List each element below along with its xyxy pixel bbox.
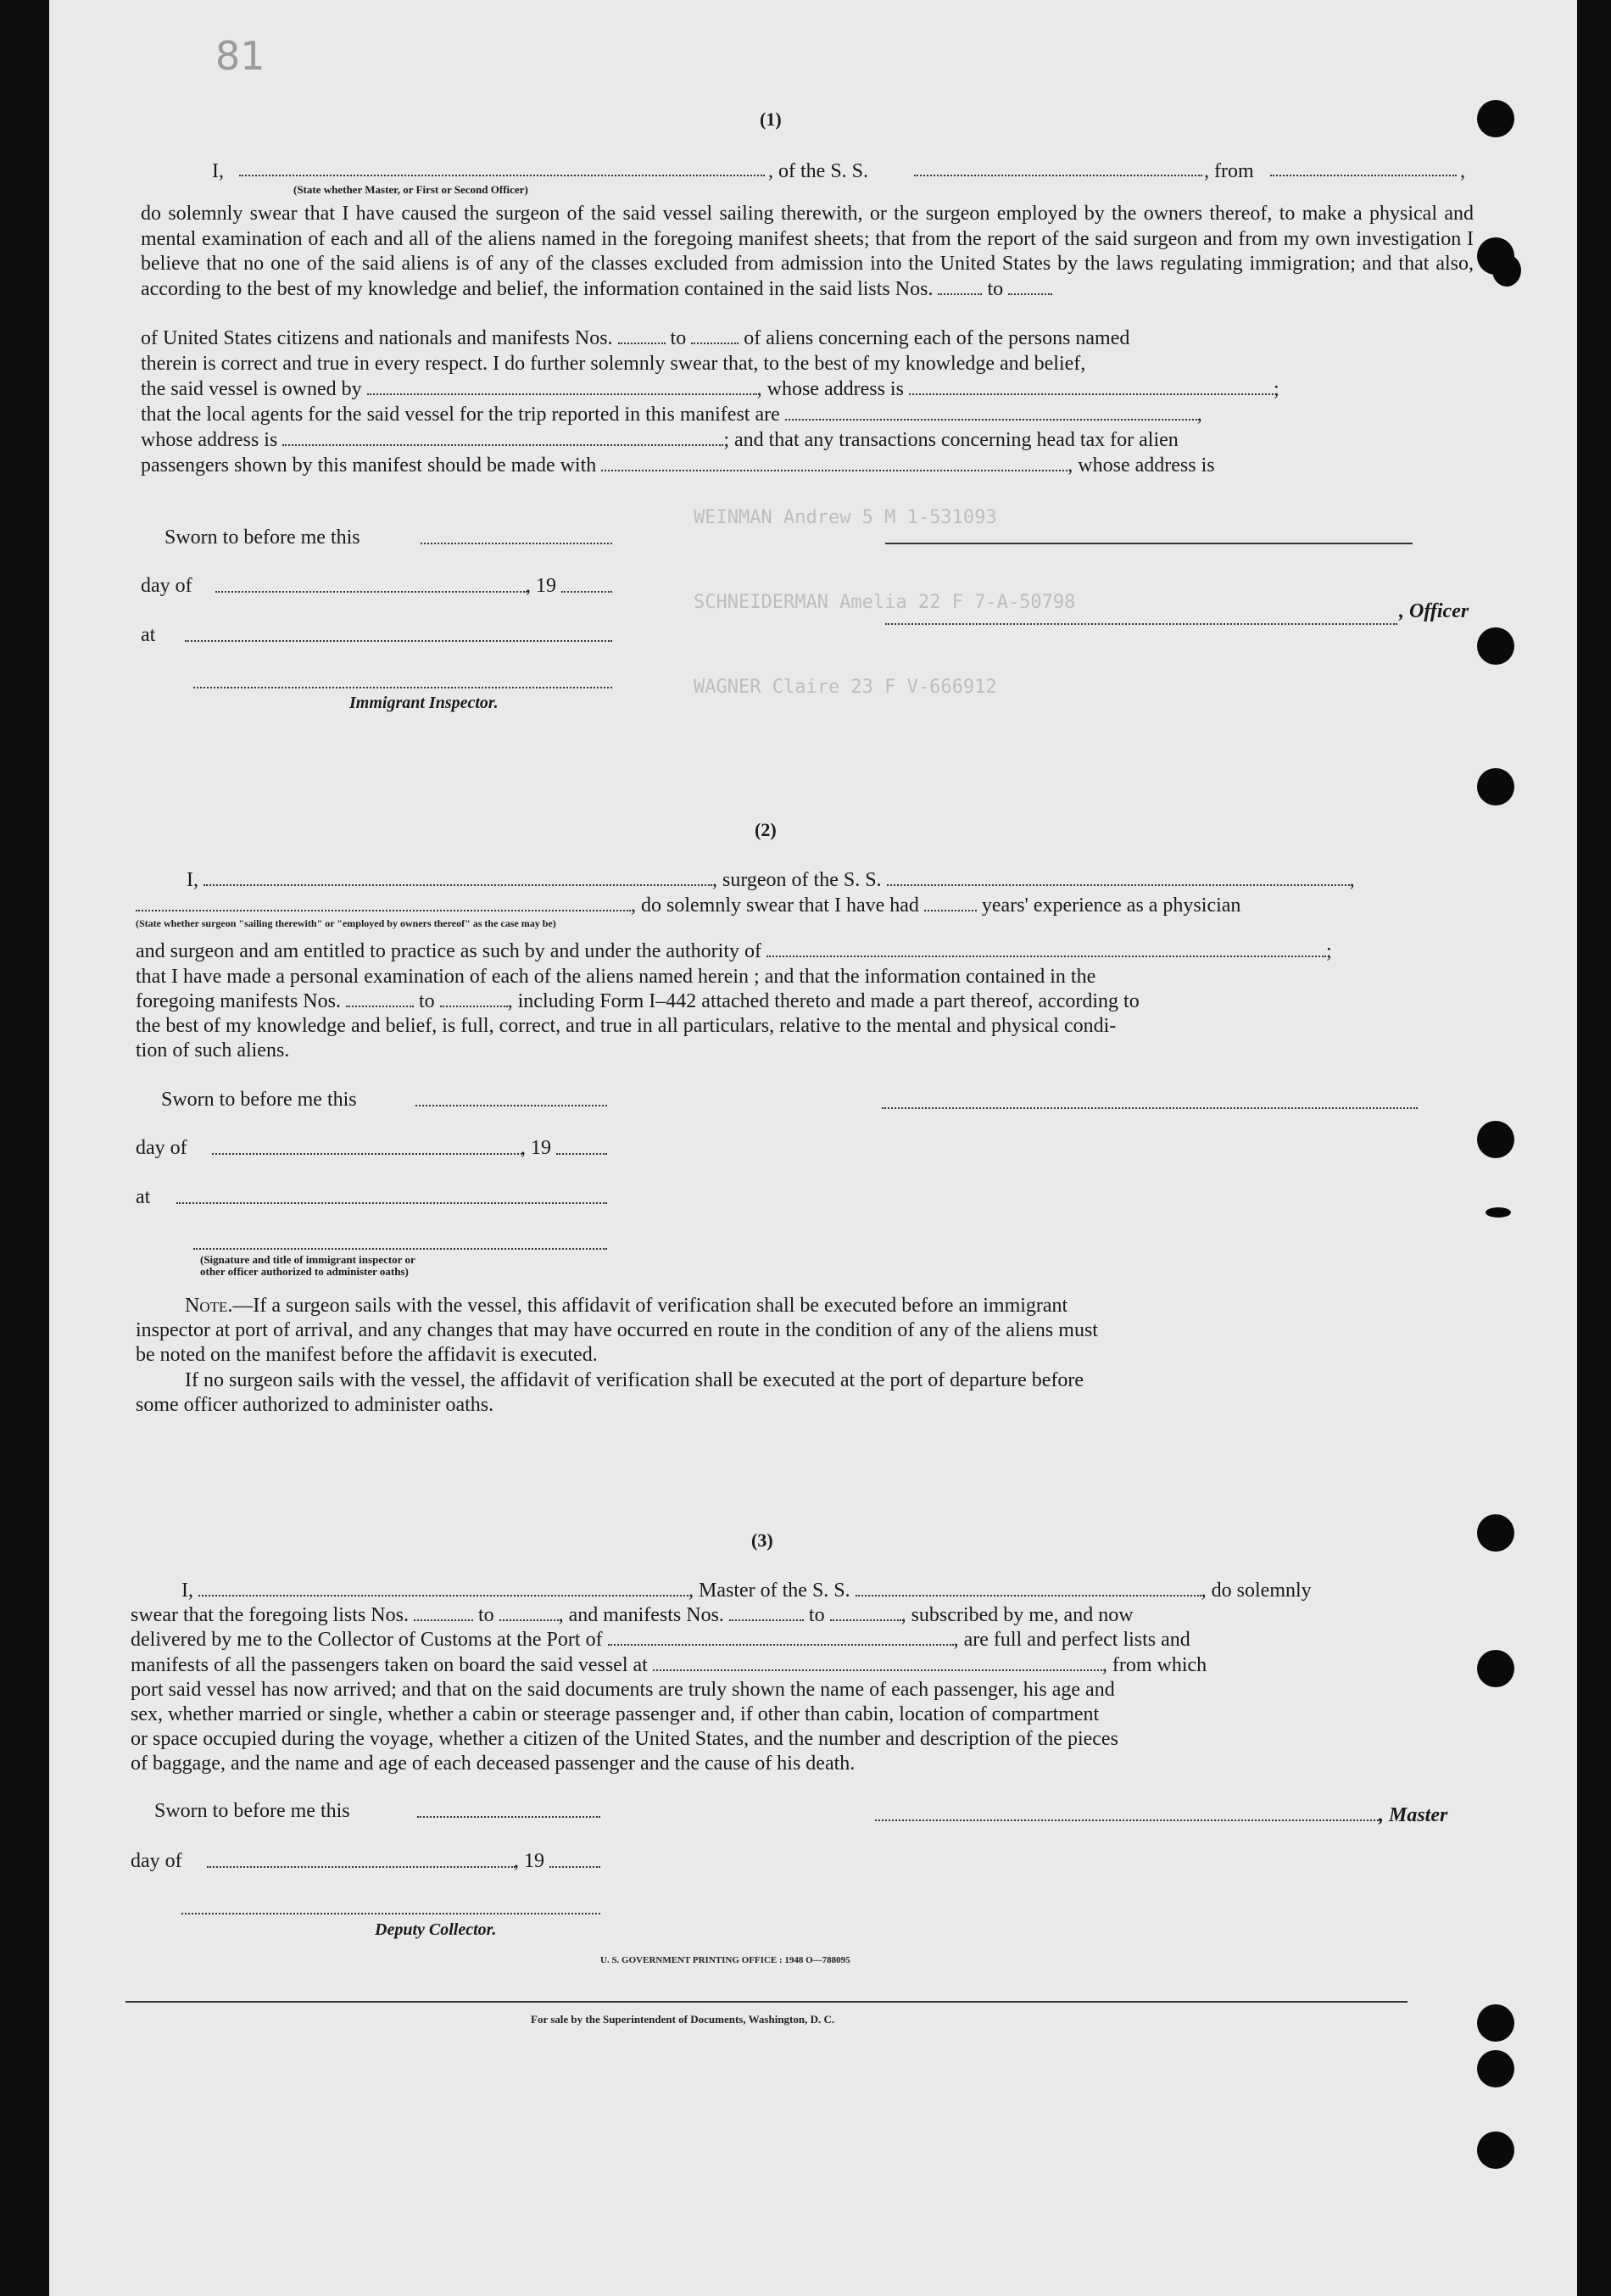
s2-note-line4: If no surgeon sails with the vessel, the affidavit of verification shall be executed at the port of departure before xyxy=(185,1369,1084,1391)
binder-hole xyxy=(1477,768,1514,805)
section-3-number: (3) xyxy=(751,1530,773,1551)
s1-officer-line[interactable] xyxy=(885,623,1397,625)
s3-master-signature-field[interactable] xyxy=(875,1820,1379,1821)
s3-year-field[interactable] xyxy=(549,1866,600,1868)
s1-i: I, xyxy=(212,160,224,182)
s2-line3: and surgeon and am entitled to practice as such by and under the authority of ; xyxy=(136,940,1332,962)
s3-line6: sex, whether married or single, whether a cabin or steerage passenger and, if other than cabin, location of compartment xyxy=(131,1703,1100,1725)
s1-comma: , xyxy=(1460,160,1465,182)
s1-at: at xyxy=(141,624,156,646)
s3-line3: delivered by me to the Collector of Customs at the Port of , are full and perfect lists and xyxy=(131,1629,1190,1651)
s3-day-of: day of xyxy=(131,1850,182,1872)
s3-master-label: , Master xyxy=(1379,1804,1448,1826)
binder-hole xyxy=(1477,2004,1514,2042)
s2-note-line2: inspector at port of arrival, and any changes that may have occurred en route in the condition of any of the aliens must xyxy=(136,1319,1098,1341)
s2-line1: I, , surgeon of the S. S. , xyxy=(187,869,1355,891)
s1-officer-name-field[interactable] xyxy=(239,175,765,176)
s1-at-field[interactable] xyxy=(185,640,612,642)
s2-caption: (State whether surgeon "sailing therewith" or "employed by owners thereof" as the case may be) xyxy=(136,917,556,929)
s3-deputy-label: Deputy Collector. xyxy=(375,1920,497,1939)
s2-line7: tion of such aliens. xyxy=(136,1039,290,1062)
s2-year-field[interactable] xyxy=(556,1153,607,1155)
s1-line7: passengers shown by this manifest should be made with , whose address is xyxy=(141,454,1215,476)
s1-from-field[interactable] xyxy=(1270,175,1457,176)
s1-caption-master: (State whether Master, or First or Second Officer) xyxy=(293,183,528,196)
s1-sworn-field[interactable] xyxy=(421,543,612,544)
s3-line2: swear that the foregoing lists Nos. to , and manifests Nos. to , subscribed by me, and now xyxy=(131,1604,1134,1626)
s2-sworn-field[interactable] xyxy=(415,1105,607,1106)
s2-day-field[interactable] xyxy=(212,1153,522,1155)
s2-signature-field[interactable] xyxy=(193,1248,607,1250)
s1-inspector-signature-field[interactable] xyxy=(193,687,612,688)
binder-hole xyxy=(1477,100,1514,137)
gpo-imprint: U. S. GOVERNMENT PRINTING OFFICE : 1948 O—788095 xyxy=(600,1955,850,1965)
binder-hole xyxy=(1492,254,1521,287)
s1-sworn: Sworn to before me this xyxy=(164,527,360,549)
s1-line3: therein is correct and true in every respect. I do further solemnly swear that, to the best of my knowledge and belief, xyxy=(141,353,1086,375)
s3-sworn-field[interactable] xyxy=(417,1816,600,1818)
s1-line5: that the local agents for the said vessel for the trip reported in this manifest are , xyxy=(141,404,1202,426)
binder-hole xyxy=(1477,1514,1514,1552)
s2-nineteen: , 19 xyxy=(521,1137,551,1159)
s1-ship-field[interactable] xyxy=(914,175,1202,176)
binder-hole xyxy=(1477,2050,1514,2087)
s1-nineteen: , 19 xyxy=(526,575,556,597)
section-2-number: (2) xyxy=(755,819,777,840)
s2-day-of: day of xyxy=(136,1137,187,1159)
corner-mark: 81 xyxy=(215,33,265,79)
s2-note-line3: be noted on the manifest before the affidavit is executed. xyxy=(136,1344,598,1366)
s2-note-line5: some officer authorized to administer oaths. xyxy=(136,1394,494,1416)
s2-sworn: Sworn to before me this xyxy=(161,1089,357,1111)
for-sale-note: For sale by the Superintendent of Documents, Washington, D. C. xyxy=(531,2013,835,2026)
s3-line7: or space occupied during the voyage, whether a citizen of the United States, and the number and description of the pieces xyxy=(131,1728,1118,1750)
s1-body-paragraph: do solemnly swear that I have caused the surgeon of the said vessel sailing therewith, or the surgeon employed by the owners thereof, to make a physical and mental examination of each and all of the aliens named in the foregoing manifest sheets; that from the report of the said surgeon and from my own investigation I believe that no one of the said aliens is of any of the classes excluded from admission into the United States by the laws regulating immigration; and that also, according to the best of my knowledge and belief, the information contained in the said lists Nos. to xyxy=(141,203,1474,300)
footer-rule xyxy=(125,2001,1408,2003)
s1-line4: the said vessel is owned by , whose address is ; xyxy=(141,378,1279,400)
s1-line2: of United States citizens and nationals and manifests Nos. to of aliens concerning each of the persons named xyxy=(141,327,1130,349)
s1-from: , from xyxy=(1204,160,1254,182)
s2-at-field[interactable] xyxy=(176,1202,607,1204)
s1-year-field[interactable] xyxy=(561,591,612,593)
s1-officer-label: , Officer xyxy=(1399,600,1469,622)
s2-line5: foregoing manifests Nos. to , including Form I–442 attached thereto and made a part thereof, according to xyxy=(136,990,1140,1012)
s3-line4: manifests of all the passengers taken on board the said vessel at , from which xyxy=(131,1654,1207,1676)
s2-note-line1: Note.—If a surgeon sails with the vessel, this affidavit of verification shall be executed before an immigrant xyxy=(185,1295,1068,1317)
s2-at: at xyxy=(136,1186,151,1208)
s3-line1: I, , Master of the S. S. , do solemnly xyxy=(181,1580,1312,1602)
binder-hole xyxy=(1477,1121,1514,1158)
s3-nineteen: , 19 xyxy=(514,1850,544,1872)
binder-hole xyxy=(1477,1650,1514,1687)
s2-sig-caption-2: other officer authorized to administer oaths) xyxy=(200,1265,409,1278)
binder-hole xyxy=(1477,2132,1514,2169)
s2-line6: the best of my knowledge and belief, is full, correct, and true in all particulars, relative to the mental and physical condi- xyxy=(136,1015,1117,1037)
s2-line4: that I have made a personal examination of each of the aliens named herein ; and that the information contained in the xyxy=(136,966,1096,988)
section-1-number: (1) xyxy=(760,109,782,130)
binder-hole xyxy=(1477,627,1514,665)
s1-of-ss: , of the S. S. xyxy=(768,160,869,182)
s1-day-of: day of xyxy=(141,575,192,597)
s2-surgeon-signature-line[interactable] xyxy=(882,1107,1418,1109)
s3-line8: of baggage, and the name and age of each deceased passenger and the cause of his death. xyxy=(131,1753,856,1775)
s3-line5: port said vessel has now arrived; and that on the said documents are truly shown the name of each passenger, his age and xyxy=(131,1679,1115,1701)
s3-sworn: Sworn to before me this xyxy=(154,1800,350,1822)
s2-line2: , do solemnly swear that I have had years' experience as a physician xyxy=(136,894,1240,918)
binder-hole xyxy=(1486,1207,1511,1218)
form-sheet: 81 (1) I, , of the S. S. , from , (State whether Master, or First or Second Officer) do solemnly swear that I have caused the surgeon of the said vessel sailing therewith, or the surgeon employed by the owners thereof, to make a physical and mental examination of each and all of the aliens named in the foregoing manifest sheets; that from the report of the said surgeon and from my own investigation I believe that no one of the said aliens is of any of the classes excluded from admission into the United States by the laws regulating immigration; and that also, according to the best of my knowledge and belief, the information contained in the said lists Nos. to of United States citizens and nationals and manifests Nos. to of aliens concerning each of the persons named therein is correct and true in every respect. I do further solemnly swear that, to the best of my knowledge and belief, the said vessel is owned by , whose address is ; that the local agents for the said vessel for the trip reported in this manifest are , whose address is ; and that any transactions concerning head tax for alien passengers shown by this manifest should be made with , whose address is Sworn to before me this day of , 19 at Immigrant Inspector. , Officer WEINMAN Andrew 5 M 1-531093 SCHNEIDERMAN Amelia 22 F 7-A-50798 WAGNER Claire 23 F V-666912 (2) I, , surgeon of the S. S. , , do solemnly swear that I have had years' experience as a physician (State whether surgeon "sailing therewith" or "employed by owners thereof" as the case may be) and surgeon and am entitled to practice as such by and under the authority of ; that I have made a personal examination of each of the aliens named herein ; and that the information contained in the foregoing manifests Nos. to , including Form I–442 attached thereto and made a part thereof, according to the best of my knowledge and belief, is full, correct, and true in all particulars, relative to the mental and physical condi- tion of such aliens. Sworn to before me this day of , 19 at (Signature and title of immigrant inspector or other officer authorized to administer oaths) Note.—If a surgeon sails with the vessel, this affidavit of verification shall be executed before an immigrant inspector at port of arrival, and any changes that may have occurred en route in the condition of any of the aliens must be noted on the manifest before the affidavit is executed. If no surgeon sails with the vessel, the affidavit of verification shall be executed at the port of departure before some officer authorized to administer oaths. (3) I, , Master of the S. S. , do solemnly swear that the foregoing lists Nos. to , and manifests Nos. to , subscribed by me, and now delivered by me to the Collector of Customs at the Port of , are full and perfect lists and manifests of all the passengers taken on board the said vessel at , from which port said vessel has now arrived; and that on the said documents are truly shown the name of each passenger, his age and sex, whether married or single, whether a cabin or steerage passenger and, if other than cabin, location of compartment or space occupied during the voyage, whether a citizen of the United States, and the number and description of the pieces of baggage, and the name and age of each deceased passenger and the cause of his death. Sworn to before me this , Master day of , 19 Deputy Collector. U. S. GOVERNMENT PRINTING OFFICE : 1948 O—788095 For sale by the Superintendent of Documents, Washington, D. C. xyxy=(49,0,1577,2296)
s1-officer-signature-line[interactable] xyxy=(885,543,1413,544)
s1-line6: whose address is ; and that any transactions concerning head tax for alien xyxy=(141,429,1179,451)
s3-deputy-signature-field[interactable] xyxy=(181,1913,600,1914)
s1-day-field[interactable] xyxy=(215,591,527,593)
s3-day-field[interactable] xyxy=(207,1866,516,1868)
s1-inspector-label: Immigrant Inspector. xyxy=(349,694,499,712)
s2-sig-caption-1: (Signature and title of immigrant inspector or xyxy=(200,1253,415,1266)
